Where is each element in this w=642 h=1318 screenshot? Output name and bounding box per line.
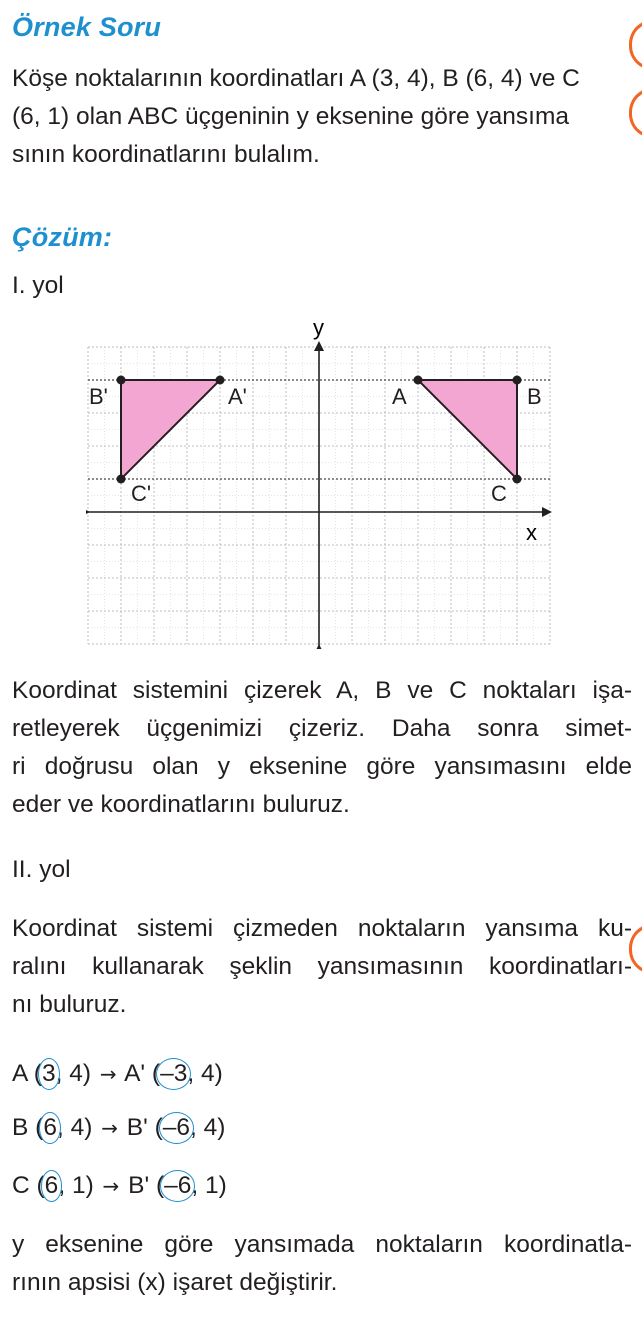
conclusion-text (12, 1226, 632, 1302)
paragraph-line: rının apsisi (x) işaret değiştirir. (12, 1269, 338, 1296)
method1-label: I. yol (12, 272, 64, 299)
circled-x: 6 (43, 1114, 57, 1141)
x-axis-label: x (526, 520, 537, 545)
circled-x: –3 (160, 1060, 188, 1087)
method2-text (12, 910, 632, 1024)
question-line: Köşe noktalarının koordinatları A (3, 4), B (6, 4) ve C (12, 65, 580, 92)
point-a (414, 376, 423, 385)
circled-x: –6 (162, 1114, 191, 1141)
method2-label: II. yol (12, 856, 71, 883)
method1-text (12, 672, 632, 824)
example-question (12, 60, 632, 174)
question-line: (6, 1) olan ABC üçgeninin y eksenine göre yansıma (12, 103, 570, 130)
circled-x: 3 (41, 1060, 56, 1087)
y-axis-label: y (313, 315, 324, 340)
paragraph-line: ri doğrusu olan y eksenine göre yansımasını elde (12, 753, 632, 780)
point-b-prime (117, 376, 126, 385)
point-label: A (392, 384, 407, 409)
mapping-row: B (6, 4) → B' (–6, 4) (12, 1114, 226, 1141)
circled-x: –6 (164, 1172, 192, 1199)
paragraph-line: y eksenine göre yansımada noktaların koordinatla- (12, 1231, 632, 1258)
mapping-row: C (6, 1) → B' (–6, 1) (12, 1172, 227, 1199)
point-label: C' (131, 481, 152, 506)
point-b (513, 376, 522, 385)
arrow-icon: → (99, 1062, 117, 1086)
point-label: B' (89, 384, 108, 409)
circled-x: 6 (44, 1172, 59, 1199)
arrow-icon: → (101, 1116, 118, 1140)
coordinate-graph (86, 311, 552, 649)
paragraph-line: retleyerek üçgenimizi çizeriz. Daha sonra simet- (12, 715, 632, 742)
paragraph-line: Koordinat sistemi çizmeden noktaların yansıma ku- (12, 915, 632, 942)
paragraph-line: eder ve koordinatlarını buluruz. (12, 791, 350, 818)
point-label: C (491, 481, 507, 506)
paragraph-line: nı buluruz. (12, 991, 127, 1018)
point-c (513, 475, 522, 484)
arrow-icon: → (102, 1174, 120, 1198)
solution-title: Çözüm: (12, 222, 113, 252)
paragraph-line: ralını kullanarak şeklin yansımasının koordinatları- (12, 953, 632, 980)
paragraph-line: Koordinat sistemini çizerek A, B ve C noktaları işa- (12, 677, 632, 704)
example-title: Örnek Soru (12, 12, 162, 42)
question-line: sının koordinatlarını bulalım. (12, 141, 320, 168)
point-c-prime (117, 475, 126, 484)
point-label: B (527, 384, 542, 409)
mapping-row: A (3, 4) → A' (–3, 4) (12, 1060, 223, 1087)
point-a-prime (216, 376, 225, 385)
point-label: A' (228, 384, 247, 409)
